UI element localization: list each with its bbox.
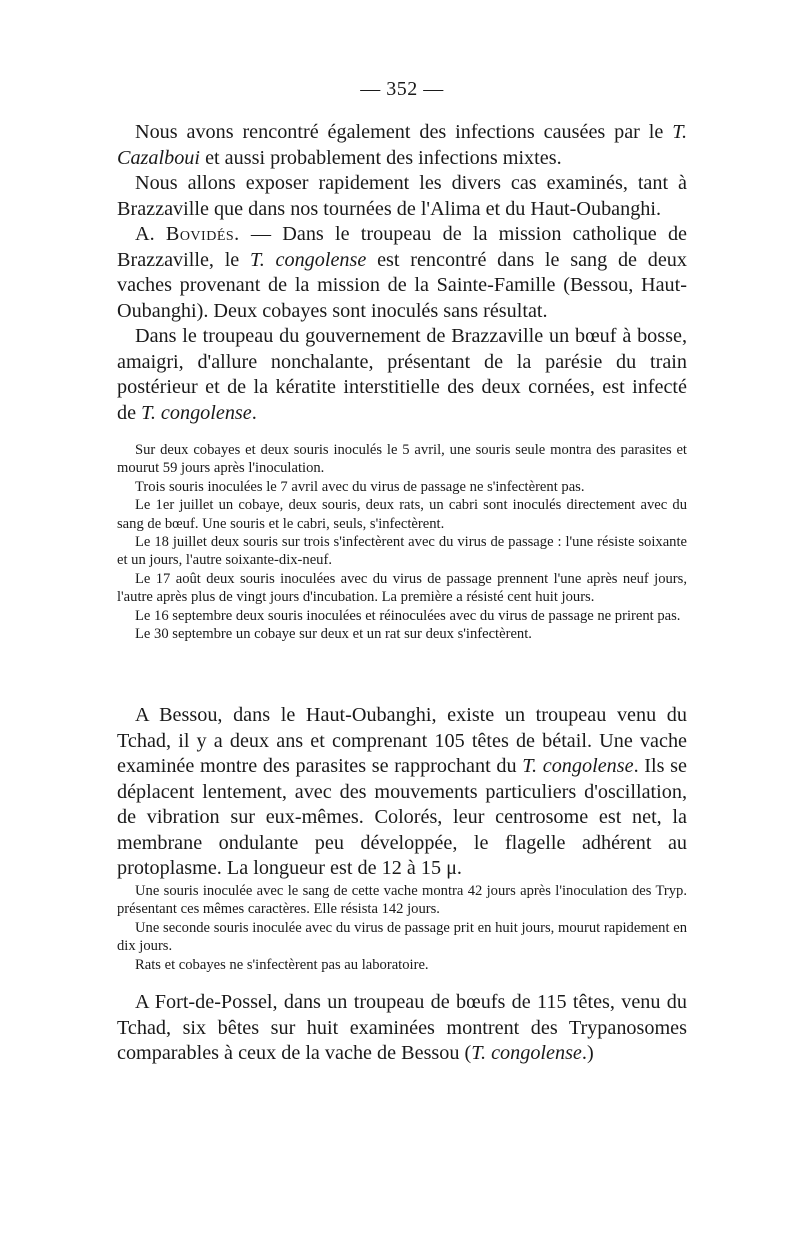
species-name: T. congolense (141, 401, 252, 424)
paragraph-gouvernement (117, 324, 687, 426)
species-name: T. Cazalboui (117, 121, 687, 169)
paragraph-text: est rencontré dans le sang de deux vaches provenant de la mission de la Sainte-Famille (Bessou, Haut-Oubanghi). Deux cobayes sont inoculés sans résultat. (117, 248, 687, 322)
note-paragraph: Le 16 septembre deux souris inoculées et réinoculées avec du virus de passage ne prirent pas. (135, 607, 681, 624)
species-name: T. congolense (471, 1042, 582, 1064)
paragraph-text: A Bessou, dans le Haut-Oubanghi, existe un troupeau venu du Tchad, il y a deux ans et comprenant 105 têtes de bétail. Une vache examinée montre des parasites se rapprochant du (117, 704, 687, 777)
experiment-notes-2 (117, 882, 687, 974)
note-paragraph: Une souris inoculée avec le sang de cette vache montra 42 jours après l'inoculation des Tryp. présentant ces mêmes caractères. Elle résista 142 jours. (117, 883, 687, 918)
paragraph-text: Dans le troupeau du gouvernement de Brazzaville un bœuf à bosse, amaigri, d'allure nonchalante, présentant de la parésie du train postérieur et de la kératite interstitielle des deux cornées, est infecté de (117, 325, 687, 424)
paragraph-fort-de-possel (117, 990, 687, 1067)
species-name: T. congolense (250, 248, 367, 271)
note-paragraph: Sur deux cobayes et deux souris inoculés le 5 avril, une souris seule montra des parasites et mourut 59 jours après l'inoculation. (117, 442, 687, 477)
page-number: — 352 — (360, 78, 444, 100)
note-paragraph: Le 1er juillet un cobaye, deux souris, deux rats, un cabri sont inoculés directement avec du sang de bœuf. Une souris et le cabri, seuls, s'infectèrent. (117, 497, 687, 532)
note-paragraph: Rats et cobayes ne s'infectèrent pas au laboratoire. (135, 956, 429, 973)
experiment-notes-1 (117, 441, 687, 643)
section-letter: A. (135, 223, 155, 245)
paragraph-bovides (117, 222, 687, 324)
species-name: T. congolense (522, 755, 634, 777)
note-paragraph: Le 30 septembre un cobaye sur deux et un rat sur deux s'infectèrent. (135, 626, 532, 643)
note-paragraph: Une seconde souris inoculée avec du virus de passage prit en huit jours, mourut rapidement en dix jours. (117, 919, 687, 955)
paragraph-bessou (117, 703, 687, 882)
main-text-section-3 (117, 990, 687, 1067)
paragraph-text: Nous avons rencontré également des infections causées par le (135, 121, 673, 143)
paragraph-text: . Ils se déplacent lentement, avec des mouvements particuliers d'oscillation, de vibration sur eux-mêmes. Colorés, leur centrosome est net, la membrane ondulante peu développée, le flagelle adhérent au protoplasme. La longueur est de 12 à 15 μ. (117, 755, 687, 879)
paragraph-text: — Dans le troupeau de la mission catholique de Brazzaville, le (117, 223, 688, 271)
paragraph-text: et aussi probablement des infections mixtes. (200, 146, 562, 169)
note-paragraph: Le 18 juillet deux souris sur trois s'infectèrent avec du virus de passage : l'une résiste soixante et un jours, l'autre soixante-dix-neuf. (117, 534, 687, 569)
main-text-section-1 (117, 120, 687, 426)
section-heading: Bovidés. (165, 223, 240, 245)
note-paragraph: Le 17 août deux souris inoculées avec du virus de passage prennent l'une après neuf jours, l'autre après plus de vingt jours d'incubation. La première a résisté cent huit jours. (117, 570, 687, 606)
note-paragraph: Trois souris inoculées le 7 avril avec du virus de passage ne s'infectèrent pas. (135, 478, 585, 495)
paragraph-infections (117, 120, 687, 171)
paragraph-text: A Fort-de-Possel, dans un troupeau de bœufs de 115 têtes, venu du Tchad, six bêtes sur huit examinées montrent des Trypanosomes comparables à ceux de la vache de Bessou ( (117, 991, 687, 1064)
main-text-section-2 (117, 703, 687, 882)
paragraph-text: . (251, 401, 257, 424)
paragraph-cases: Nous allons exposer rapidement les divers cas examinés, tant à Brazzaville que dans nos tournées de l'Alima et du Haut-Oubanghi. (117, 172, 687, 220)
paragraph-text: .) (581, 1042, 594, 1064)
